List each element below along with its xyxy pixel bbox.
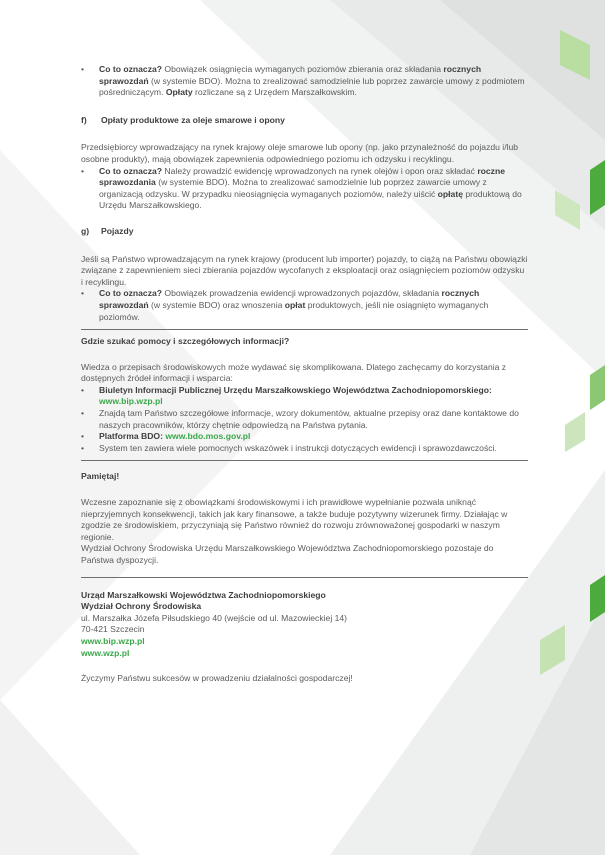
address-city: 70-421 Szczecin <box>81 624 145 635</box>
help-heading: Gdzie szukać pomocy i szczegółowych informacji? <box>81 336 290 347</box>
reminder-heading: Pamiętaj! <box>81 471 120 482</box>
address-web-wzp-link[interactable]: www.wzp.pl <box>81 647 130 658</box>
closing-text: Życzymy Państwu sukcesów w prowadzeniu działalności gospodarczej! <box>81 673 353 684</box>
help-item-bdo: • Platforma BDO: www.bdo.mos.gov.pl <box>81 431 528 443</box>
bdo-link[interactable]: www.bdo.mos.gov.pl <box>165 431 251 442</box>
address-org: Urząd Marszałkowski Województwa Zachodniopomorskiego <box>81 589 326 600</box>
help-item-bip: • Biuletyn Informacji Publicznej Urzędu Marszałkowskiego Województwa Zachodniopomorskiego: www.bip.wzp.pl <box>81 385 528 408</box>
page-content <box>81 64 528 685</box>
reminder-paragraph: Wczesne zapoznanie się z obowiązkami środowiskowymi i ich prawidłowe wypełnianie pozwala uniknąć nieprzyjemnych konsekwencji, takich jak kary finansowe, a także buduje pozytywny wizerunek firmy. Działając w zgodzie ze środowiskiem, przyczyniają się Państwo również do rozwoju zrównoważonej gospodarki w naszym regionie. <box>81 497 508 542</box>
section-g-heading: g) Pojazdy <box>81 225 134 236</box>
bip-link[interactable]: www.bip.wzp.pl <box>99 396 163 407</box>
bullet-s1: • Co to oznacza? Obowiązek osiągnięcia wymaganych poziomów zbierania oraz składania rocznych sprawozdań (w systemie BDO). Można to zrealizować samodzielnie lub poprzez zawarcie umowy z podmiotem pośredniczącym. Opłaty rozliczane są z Urzędem Marszałkowskim. <box>81 64 528 99</box>
bullet-f: • Co to oznacza? Należy prowadzić ewidencję wprowadzonych na rynek olejów i opon oraz składać roczne sprawozdania (w systemie BDO). Można to zrealizować samodzielnie lub poprzez zawarcie umowy z organizacją odzysku. W przypadku nieosiągnięcia wymaganych poziomów, należy uiścić opłatę produktową do Urzędu Marszałkowskiego. <box>81 166 528 212</box>
question-label: Co to oznacza? <box>99 64 163 74</box>
reminder-contact: Wydział Ochrony Środowiska Urzędu Marszałkowskiego Województwa Zachodniopomorskiego pozostaje do Państwa dyspozycji. <box>81 543 494 565</box>
section-f-intro: Przedsiębiorcy wprowadzający na rynek krajowy oleje smarowe lub opony (np. jako przynależność do pojazdu i/lub osobne produkty), mają obowiązek zapewnienia odpowiedniego poziomu ich odzysku i recyklingu. <box>81 142 519 164</box>
section-f-heading: f) Opłaty produktowe za oleje smarowe i opony <box>81 114 285 125</box>
help-item-bdo-desc: • System ten zawiera wiele pomocnych wskazówek i instrukcji dotyczących ewidencji i sprawozdawczości. <box>81 443 528 455</box>
address-web-bip-link[interactable]: www.bip.wzp.pl <box>81 635 145 646</box>
address-dept: Wydział Ochrony Środowiska <box>81 601 202 612</box>
section-g-intro: Jeśli są Państwo wprowadzającym na rynek krajowy (producent lub importer) pojazdy, to ciążą na Państwu obowiązki związane z zapewnieniem sieci zbierania pojazdów wycofanych z eksploatacji oraz osiągnięciem poziomów odzysku i recyklingu. <box>81 253 528 287</box>
bullet-g: • Co to oznacza? Obowiązek prowadzenia ewidencji wprowadzonych pojazdów, składania rocznych sprawozdań (w systemie BDO) oraz wnoszenia opłat produktowych, jeśli nie osiągnięto wymaganych poziomów. <box>81 288 528 323</box>
help-item-bip-desc: • Znajdą tam Państwo szczegółowe informacje, wzory dokumentów, aktualne przepisy oraz dane kontaktowe do naszych pracowników, którzy chętnie odpowiedzą na Państwa pytania. <box>81 408 528 431</box>
address-street: ul. Marszałka Józefa Piłsudskiego 40 (wejście od ul. Mazowieckiej 14) <box>81 612 348 623</box>
help-intro: Wiedza o przepisach środowiskowych może wydawać się skomplikowana. Dlatego zachęcamy do korzystania z dostępnych źródeł informacji i wsparcia: <box>81 361 507 384</box>
